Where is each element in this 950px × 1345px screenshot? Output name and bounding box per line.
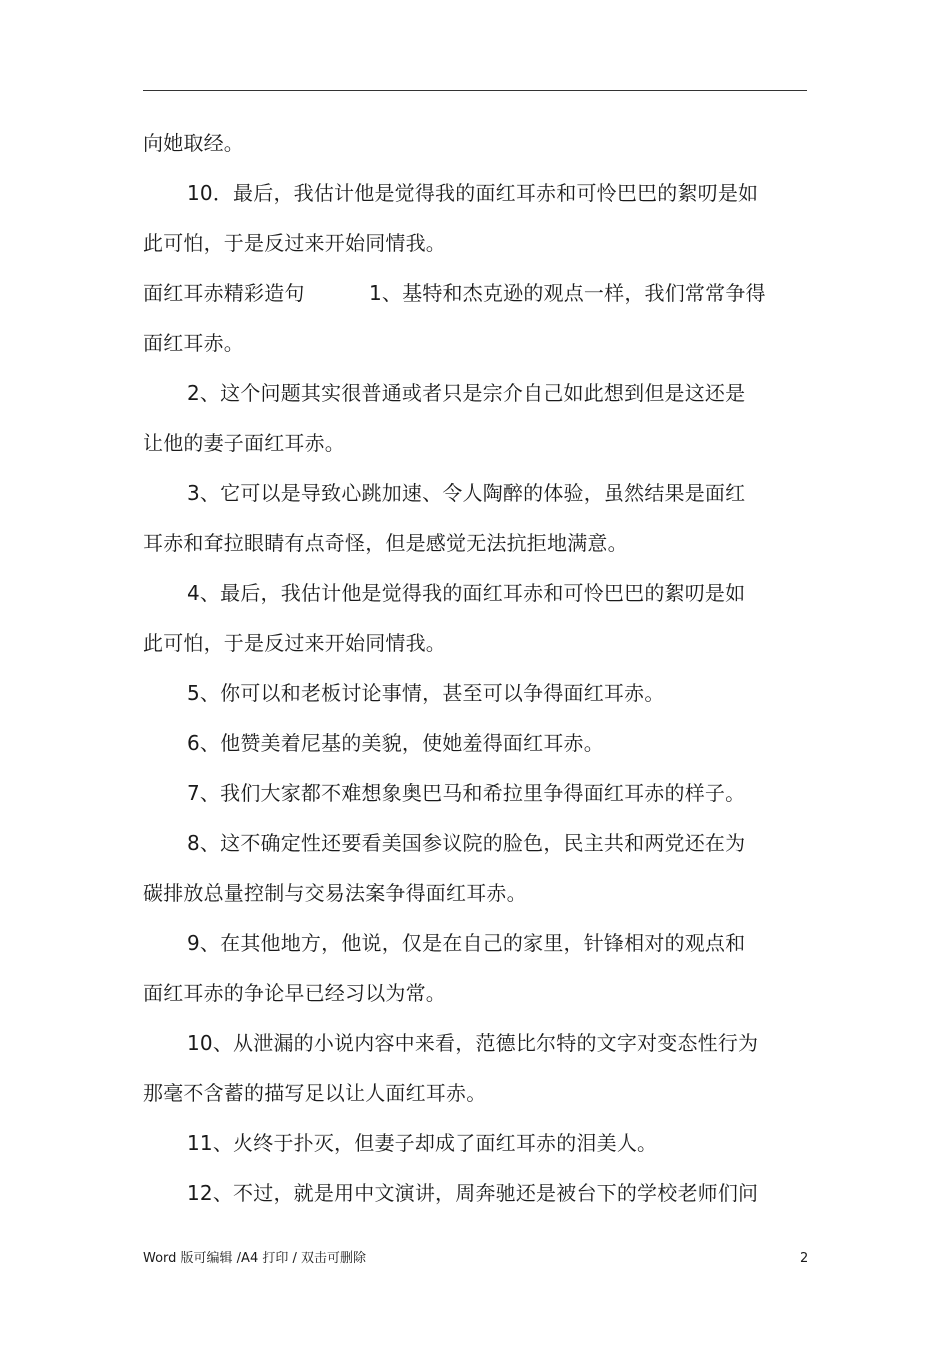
text-line: 9、在其他地方，他说，仅是在自己的家里，针锋相对的观点和 [187, 931, 746, 955]
text-line: 5、你可以和老板讨论事情，甚至可以争得面红耳赤。 [187, 681, 665, 705]
text-line: 10．最后，我估计他是觉得我的面红耳赤和可怜巴巴的絮叨是如 [187, 181, 759, 205]
footer-note: Word 版可编辑 /A4 打印 / 双击可删除 [143, 1251, 366, 1266]
page-number: 2 [800, 1251, 809, 1266]
header-rule [143, 90, 807, 91]
text-line: 2、这个问题其实很普通或者只是宗介自己如此想到但是这还是 [187, 381, 746, 405]
text-line: 8、这不确定性还要看美国参议院的脸色，民主共和两党还在为 [187, 831, 746, 855]
text-line: 此可怕，于是反过来开始同情我。 [143, 631, 446, 655]
text-line: 1、基特和杰克逊的观点一样，我们常常争得 [369, 281, 766, 305]
text-line: 7、我们大家都不难想象奥巴马和希拉里争得面红耳赤的样子。 [187, 781, 746, 805]
text-line: 面红耳赤的争论早已经习以为常。 [143, 981, 446, 1005]
text-line: 面红耳赤。 [143, 331, 244, 355]
text-line: 那毫不含蓄的描写足以让人面红耳赤。 [143, 1081, 487, 1105]
text-line: 12、不过，就是用中文演讲，周奔驰还是被台下的学校老师们问 [187, 1181, 759, 1205]
text-line: 3、它可以是导致心跳加速、令人陶醉的体验，虽然结果是面红 [187, 481, 746, 505]
text-line: 4、最后，我估计他是觉得我的面红耳赤和可怜巴巴的絮叨是如 [187, 581, 746, 605]
text-line: 6、他赞美着尼基的美貌，使她羞得面红耳赤。 [187, 731, 604, 755]
text-line: 此可怕，于是反过来开始同情我。 [143, 231, 446, 255]
text-line: 碳排放总量控制与交易法案争得面红耳赤。 [143, 881, 527, 905]
text-line: 10、从泄漏的小说内容中来看，范德比尔特的文字对变态性行为 [187, 1031, 759, 1055]
text-line: 让他的妻子面红耳赤。 [143, 431, 345, 455]
section-heading: 面红耳赤精彩造句 [143, 281, 305, 305]
text-line: 向她取经。 [143, 131, 244, 155]
text-line: 耳赤和耷拉眼睛有点奇怪，但是感觉无法抗拒地满意。 [143, 531, 628, 555]
section-heading-line [143, 280, 766, 306]
text-line: 11、火终于扑灭，但妻子却成了面红耳赤的泪美人。 [187, 1131, 658, 1155]
